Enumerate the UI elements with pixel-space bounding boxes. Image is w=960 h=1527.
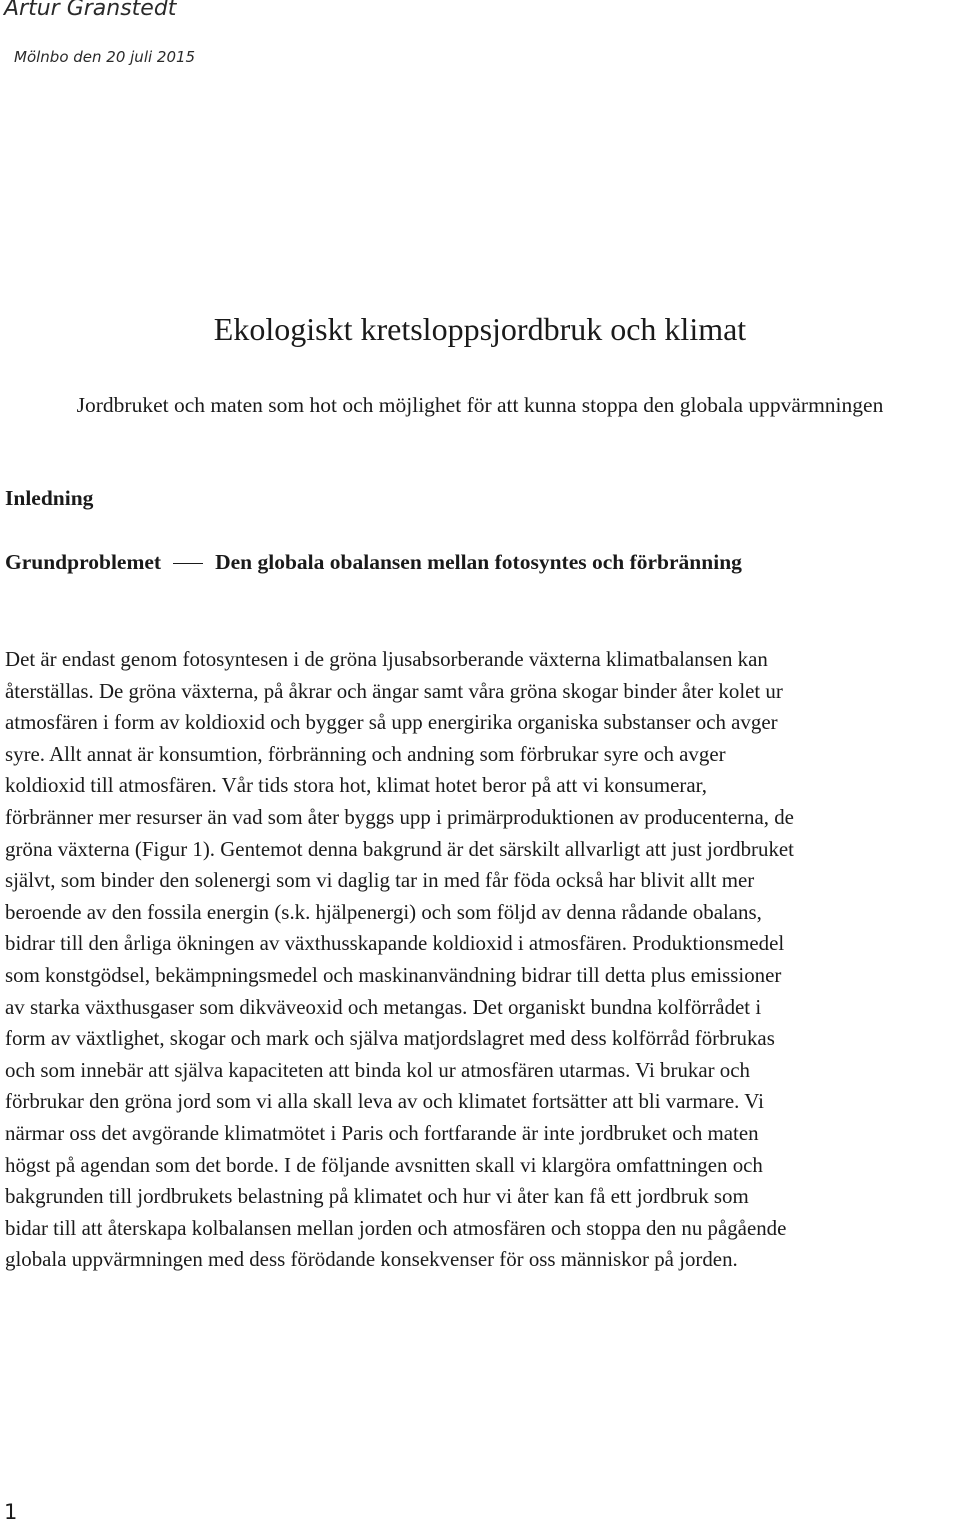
body-line: självt, som binder den solenergi som vi daglig tar in med får föda också har blivit allt mer — [5, 868, 755, 893]
body-line: Det är endast genom fotosyntesen i de gröna ljusabsorberande växterna klimatbalansen kan — [5, 647, 768, 671]
body-line: högst på agendan som det borde. I de följande avsnitten skall vi klargöra omfattningen och — [5, 1152, 763, 1177]
author-name: Artur Granstedt — [4, 0, 177, 21]
heading-problem-left: Grundproblemet — [5, 550, 162, 574]
document-subtitle: Jordbruket och maten som hot och möjlighet för att kunna stoppa den globala uppvärmningen — [76, 393, 884, 417]
body-line: och som innebär att själva kapaciteten att binda kol ur atmosfären utarmas. Vi brukar och — [5, 1057, 750, 1082]
page-number: 1 — [4, 1500, 18, 1524]
body-line: förbränner mer resurser än vad som åter byggs upp i primärproduktionen av producenterna, de — [5, 804, 794, 829]
body-line: form av växtlighet, skogar och mark och själva matjordslagret med dess kolförråd förbrukas — [5, 1026, 775, 1051]
document-date: Mölnbo den 20 juli 2015 — [14, 48, 196, 66]
body-line: globala uppvärmningen med dess förödande konsekvenser för oss människor på jorden. — [5, 1247, 738, 1272]
body-line: som konstgödsel, bekämpningsmedel och maskinanvändning bidrar till detta plus emissioner — [5, 962, 782, 987]
body-line: beroende av den fossila energin (s.k. hjälpenergi) och som följd av denna rådande obalans, — [5, 899, 762, 924]
body-paragraph — [5, 644, 960, 1276]
section-heading-intro: Inledning — [5, 486, 94, 510]
body-line: närmar oss det avgörande klimatmötet i Paris och fortfarande är inte jordbruket och maten — [5, 1120, 759, 1145]
body-line: återställas. De gröna växterna, på åkrar och ängar samt våra gröna skogar binder åter kolet ur — [5, 678, 783, 703]
body-line: bakgrunden till jordbrukets belastning på klimatet och hur vi åter kan få ett jordbruk som — [5, 1184, 749, 1209]
body-line: gröna växterna (Figur 1). Gentemot denna bakgrund är det särskilt allvarligt att just jordbruket — [5, 836, 794, 861]
body-line: av starka växthusgaser som dikväveoxid och metangas. Det organiskt bundna kolförrådet i — [5, 994, 762, 1019]
document-title: Ekologiskt kretsloppsjordbruk och klimat — [213, 311, 747, 347]
em-dash-divider — [173, 563, 203, 564]
heading-problem-right: Den globala obalansen mellan fotosyntes och förbränning — [215, 550, 742, 574]
body-line: atmosfären i form av koldioxid och bygger så upp energirika organiska substanser och avger — [5, 710, 778, 735]
body-line: bidar till att återskapa kolbalansen mellan jorden och atmosfären och stoppa den nu pågående — [5, 1215, 787, 1240]
section-heading-problem — [5, 550, 742, 575]
body-line: förbrukar den gröna jord som vi alla skall leva av och klimatet fortsätter att bli varmare. Vi — [5, 1089, 764, 1114]
body-line: koldioxid till atmosfären. Vår tids stora hot, klimat hotet beror på att vi konsumerar, — [5, 773, 707, 798]
body-line: syre. Allt annat är konsumtion, förbränning och andning som förbrukar syre och avger — [5, 741, 726, 766]
body-line: bidrar till den årliga ökningen av växthusskapande koldioxid i atmosfären. Produktionsmedel — [5, 931, 785, 956]
